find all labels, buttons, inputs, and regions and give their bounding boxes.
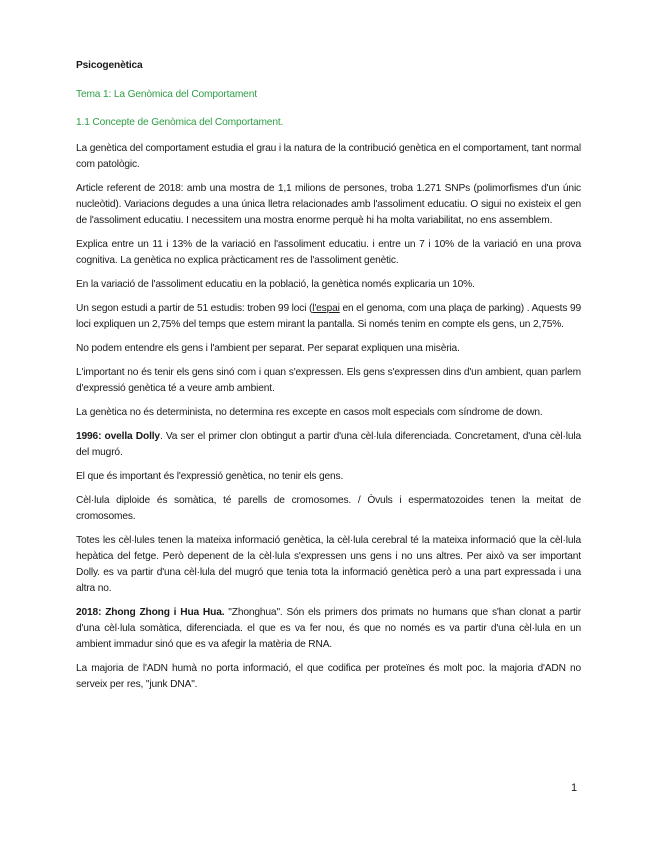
paragraph-7: L'important no és tenir els gens sinó com i quan s'expressen. Els gens s'expressen dins d'un ambient, quan parlem d'expressió genètica té a veure amb ambient. [76, 367, 581, 394]
paragraph-8: La genètica no és determinista, no determina res excepte en casos molt especials com síndrome de down. [76, 407, 543, 418]
zhonghua-bold-label: 2018: Zhong Zhong i Hua Hua. [76, 607, 225, 618]
paragraph-3: Explica entre un 11 i 13% de la variació en l'assoliment educatiu. i entre un 7 i 10% de la variació en una prova cognitiva. La genètica no explica pràcticament res de l'assoliment genètic. [76, 239, 581, 266]
dolly-bold-label: 1996: ovella Dolly [76, 431, 160, 442]
paragraph-9-text: . Va ser el primer clon obtingut a partir d'una cèl·lula diferenciada. Concretament, d'una cèl·lula del mugró. [76, 431, 581, 458]
page-number: 1 [571, 782, 578, 794]
paragraph-2: Article referent de 2018: amb una mostra de 1,1 milions de persones, troba 1.271 SNPs (polimorfismes d'un únic nucleòtid). Variacions degudes a una única lletra relacionades amb l'assoliment educatiu. O sigui no existeix el gen de l'assoliment educatiu. I necessitem una mostra enorme perquè hi ha molta variabilitat, no ens assemblem. [76, 183, 581, 226]
section-heading: 1.1 Concepte de Genòmica del Comportament. [76, 117, 284, 128]
paragraph-12: Totes les cèl·lules tenen la mateixa informació genètica, la cèl·lula cerebral té la mateixa informació que la cèl·lula hepàtica del fetge. Però depenent de la cèl·lula s'expressen uns gens i no uns altres. Per això va ser important Dolly. es va partir d'una cèl·lula del mugró que tenia tota la informació genètica però a una part expressada i una altra no. [76, 535, 581, 594]
paragraph-5 [76, 301, 581, 333]
paragraph-4: En la variació de l'assoliment educatiu en la població, la genètica només explicaria un 10%. [76, 279, 475, 290]
chapter-heading: Tema 1: La Genòmica del Comportament [76, 89, 257, 100]
paragraph-5-part-b: en el genoma, com una plaça de parking) . Aquests 99 loci expliquen un 2,75% del temps que estem mirant la pantalla. Si només tenim en compte els gens, un 2,75%. [76, 303, 582, 330]
paragraph-5-part-a: Un segon estudi a partir de 51 estudis: troben 99 loci ( [76, 303, 313, 314]
paragraph-6: No podem entendre els gens i l'ambient per separat. Per separat expliquen una misèria. [76, 343, 460, 354]
paragraph-13 [76, 605, 581, 653]
paragraph-9 [76, 429, 581, 461]
paragraph-10: El que és important és l'expressió genètica, no tenir els gens. [76, 471, 344, 482]
paragraph-13-text: "Zhonghua". Són els primers dos primats no humans que s'han clonat a partir d'una cèl·lula somàtica, diferenciada. el que es va fer nou, és que no només es va partir d'una cèl·lula en un ambient immadur sinó que es va afegir la matèria de RNA. [76, 607, 581, 650]
document-page [76, 58, 581, 701]
underlined-term: l'espai [312, 303, 340, 314]
paragraph-11: Cèl·lula diploide és somàtica, té parells de cromosomes. / Òvuls i espermatozoides tenen la meitat de cromosomes. [76, 495, 581, 522]
paragraph-14: La majoria de l'ADN humà no porta informació, el que codifica per proteïnes és molt poc. la majoria d'ADN no serveix per res, "junk DNA". [76, 663, 581, 690]
paragraph-1: La genètica del comportament estudia el grau i la natura de la contribució genètica en el comportament, tant normal com patològic. [76, 143, 581, 170]
document-title: Psicogenètica [76, 60, 143, 71]
